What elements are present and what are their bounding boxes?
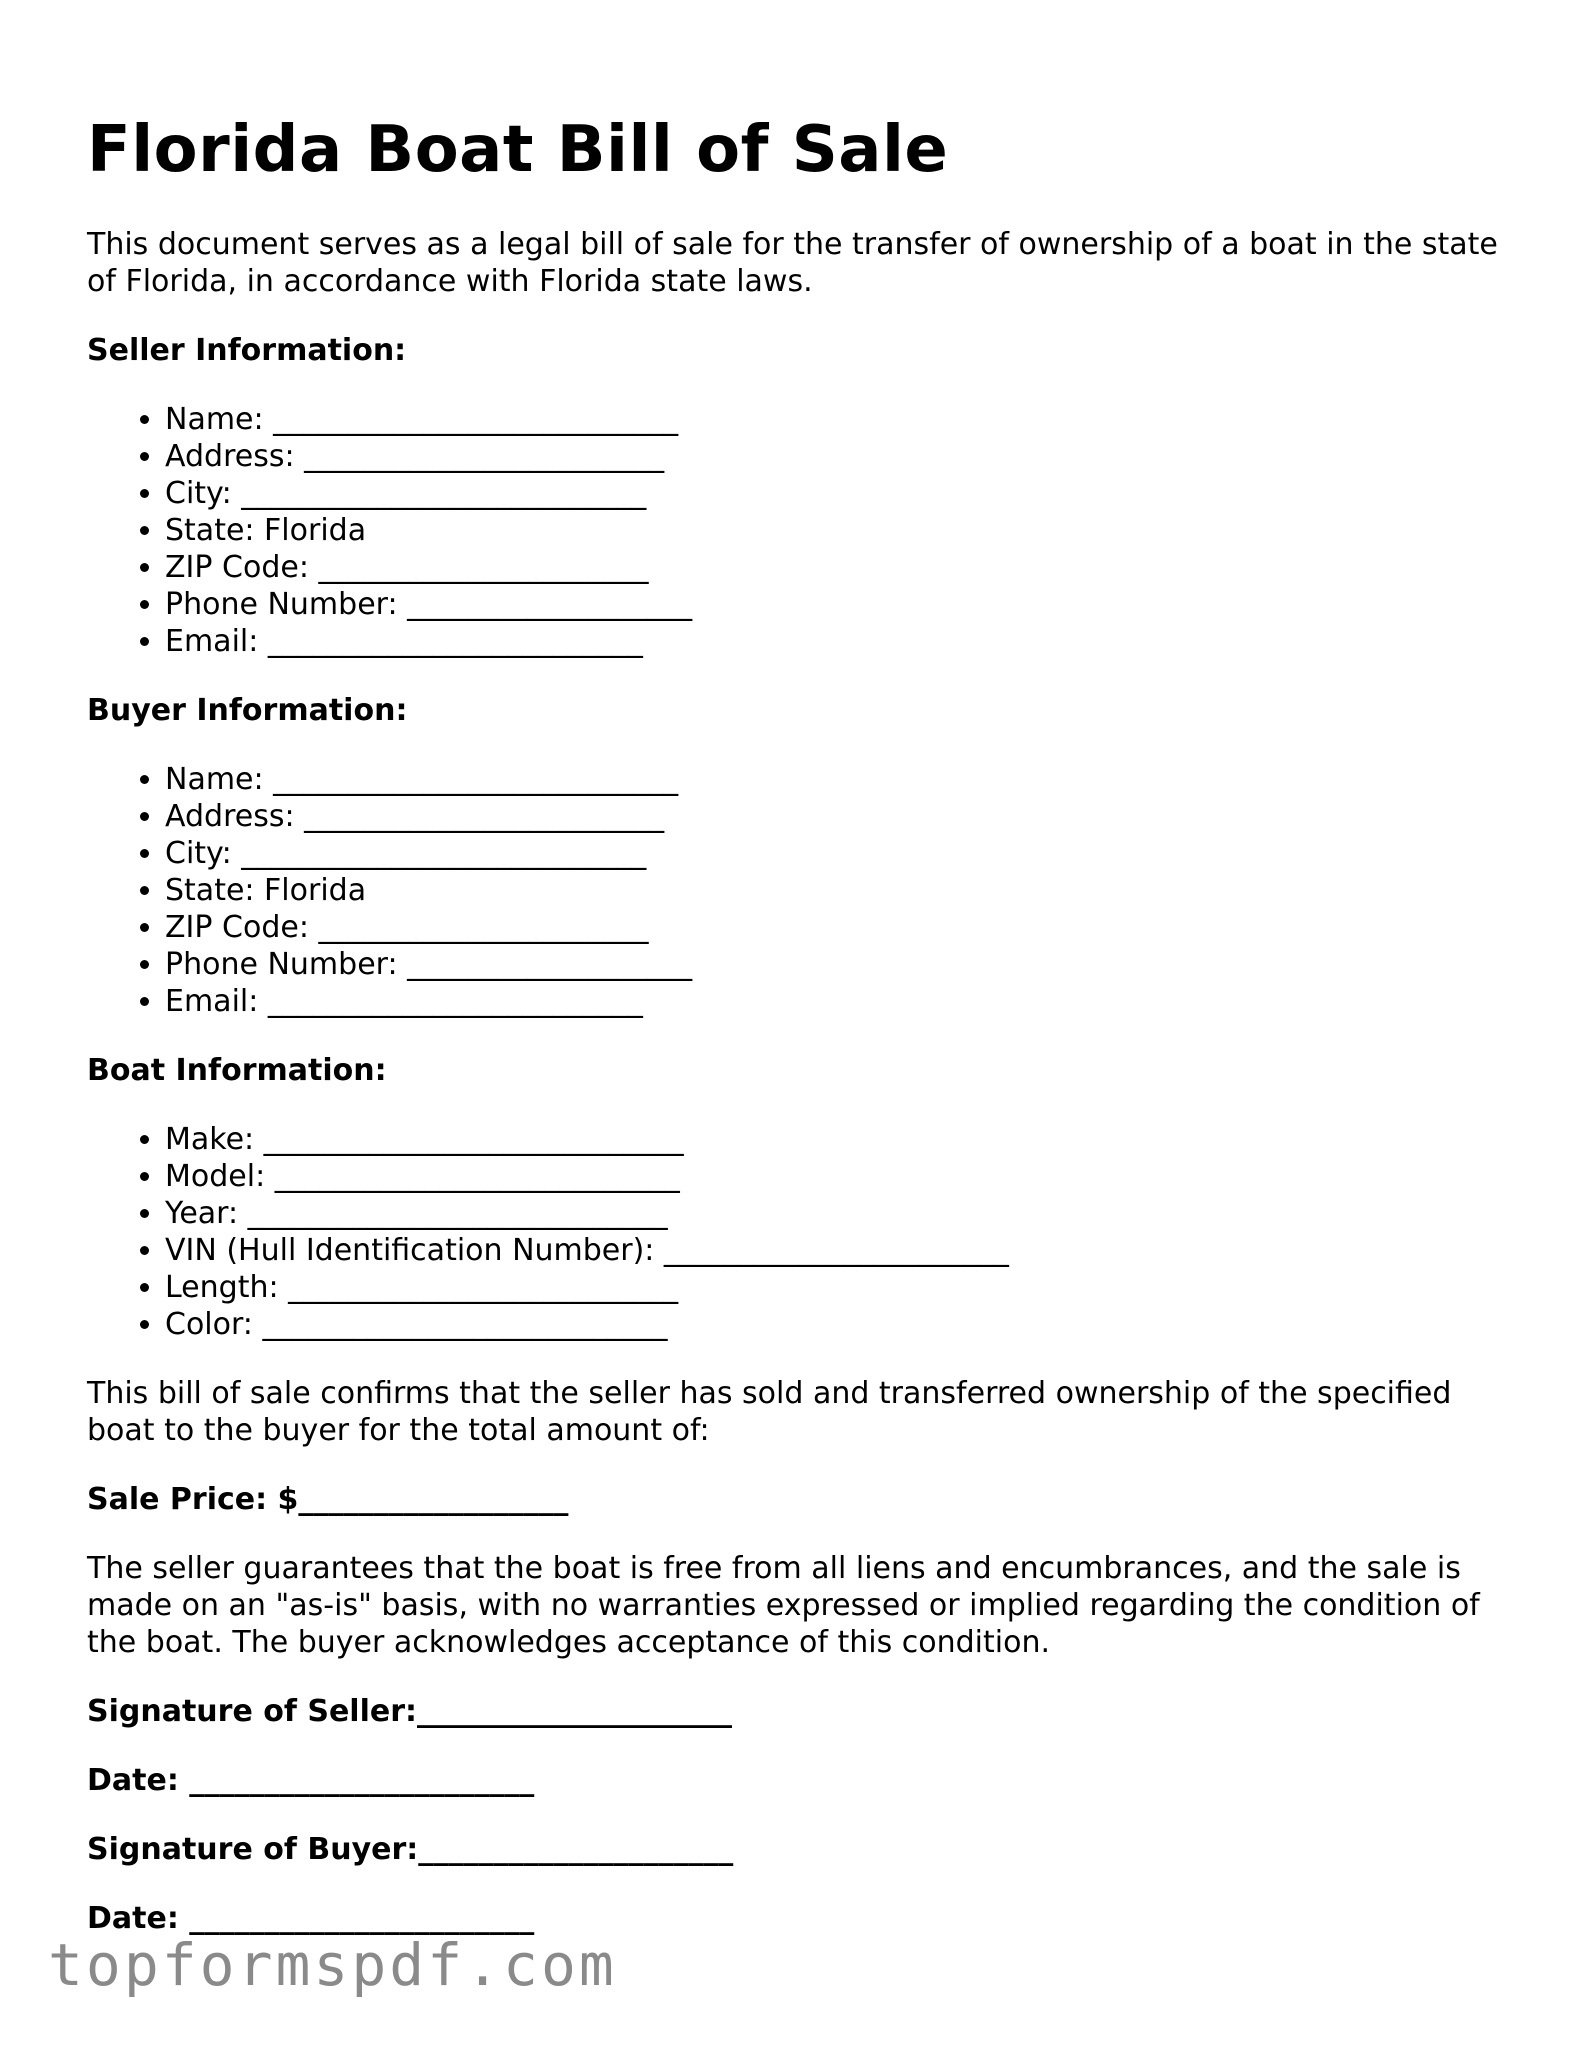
buyer-zip-field: • ZIP Code: ______________________ [165,909,1507,946]
boat-color-field: • Color: ___________________________ [165,1306,1507,1343]
boat-section-heading: Boat Information: [87,1053,387,1088]
seller-email-field: • Email: _________________________ [165,623,1507,660]
seller-date-line: Date: _______________________ [87,1763,535,1798]
bill-of-sale-document [87,110,1507,1937]
buyer-phone-field: • Phone Number: ___________________ [165,946,1507,983]
confirmation-paragraph: This bill of sale confirms that the seller has sold and transferred ownership of the specified boat to the buyer for the total amount of: [87,1376,1452,1448]
buyer-date-line: Date: _______________________ [87,1901,535,1936]
sale-price-line: Sale Price: $__________________ [87,1482,569,1517]
seller-section-heading: Seller Information: [87,333,407,368]
buyer-section-heading: Buyer Information: [87,693,408,728]
buyer-state-field: • State: Florida [165,872,1507,909]
boat-year-field: • Year: ____________________________ [165,1195,1507,1232]
buyer-city-field: • City: ___________________________ [165,835,1507,872]
boat-make-field: • Make: ____________________________ [165,1121,1507,1158]
seller-name-field: • Name: ___________________________ [165,401,1507,438]
seller-signature-line: Signature of Seller:_____________________ [87,1694,733,1729]
document-title: Florida Boat Bill of Sale [87,113,949,187]
buyer-email-field: • Email: _________________________ [165,983,1507,1020]
boat-hin-field: • VIN (Hull Identification Number): _______________________ [165,1232,1507,1269]
boat-length-field: • Length: __________________________ [165,1269,1507,1306]
intro-paragraph: This document serves as a legal bill of sale for the transfer of ownership of a boat in the state of Florida, in accordance with Florida state laws. [87,227,1498,299]
buyer-address-field: • Address: ________________________ [165,798,1507,835]
buyer-signature-line: Signature of Buyer:_____________________ [87,1832,734,1867]
seller-address-field: • Address: ________________________ [165,438,1507,475]
guarantee-paragraph: The seller guarantees that the boat is free from all liens and encumbrances, and the sale is made on an "as-is" basis, with no warranties expressed or implied regarding the condition of the boat. The buyer acknowledges acceptance of this condition. [87,1551,1480,1660]
seller-phone-field: • Phone Number: ___________________ [165,586,1507,623]
seller-fields-list [87,401,1507,660]
seller-zip-field: • ZIP Code: ______________________ [165,549,1507,586]
seller-city-field: • City: ___________________________ [165,475,1507,512]
buyer-name-field: • Name: ___________________________ [165,761,1507,798]
boat-model-field: • Model: ___________________________ [165,1158,1507,1195]
boat-fields-list [87,1121,1507,1343]
seller-state-field: • State: Florida [165,512,1507,549]
buyer-fields-list [87,761,1507,1020]
site-watermark: topformspdf.com [48,1931,617,1999]
